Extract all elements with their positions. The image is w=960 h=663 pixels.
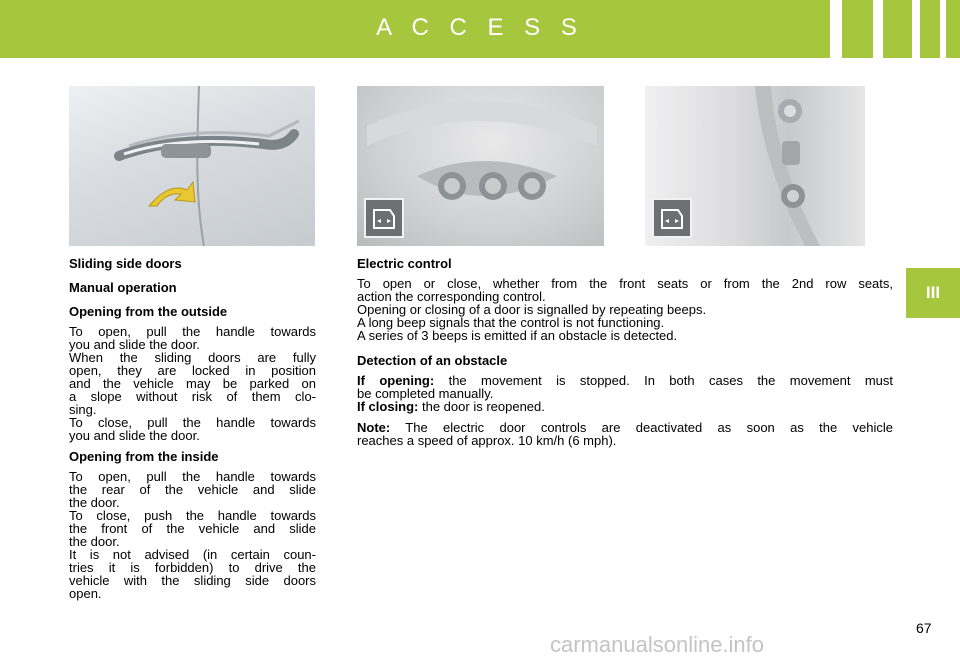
note-label: Note: — [357, 420, 391, 435]
right-column — [357, 257, 893, 455]
sliding-door-icon — [652, 198, 692, 238]
inside-paragraph — [69, 470, 316, 600]
text-line — [357, 400, 893, 413]
rear-control-photo — [645, 86, 865, 246]
text-line: reaches a speed of approx. 10 km/h (6 mph). — [357, 433, 617, 448]
text-line: To open or close, whether from the front seats or from the 2nd row seats, — [357, 276, 893, 291]
header-stripe — [873, 0, 883, 58]
page-number: 67 — [916, 620, 932, 636]
header-stripe — [912, 0, 920, 58]
left-column — [69, 257, 316, 608]
text-line: A long beep signals that the control is not functioning. — [357, 315, 665, 330]
text-line: vehicle with the sliding side doors — [69, 573, 316, 588]
text-line: the door. — [69, 495, 120, 510]
section-subtitle: Manual operation — [69, 280, 177, 295]
chapter-tab: III — [906, 268, 960, 318]
text-line: tries it is forbidden) to drive the — [69, 560, 316, 575]
text-line: a slope without risk of them clo- — [69, 389, 316, 404]
section-title: Sliding side doors — [69, 256, 182, 271]
header-stripe — [830, 0, 842, 58]
electric-heading: Electric control — [357, 256, 452, 271]
page-title: A C C E S S — [376, 14, 584, 41]
obstacle-heading: Detection of an obstacle — [357, 353, 508, 368]
text-line: you and slide the door. — [69, 337, 200, 352]
opening-label: If opening: — [357, 373, 435, 388]
opening-paragraph — [357, 374, 893, 413]
text-line: and the vehicle may be parked on — [69, 376, 316, 391]
front-controls-photo — [357, 86, 604, 246]
text-line: A series of 3 beeps is emitted if an obstacle is detected. — [357, 328, 678, 343]
text-line: To close, push the handle towards — [69, 508, 316, 523]
text-line: Opening or closing of a door is signalled by repeating beeps. — [357, 302, 707, 317]
text-line: open, they are locked in position — [69, 363, 316, 378]
outside-paragraph — [69, 325, 316, 442]
text-line: be completed manually. — [357, 386, 494, 401]
text-line: To open, pull the handle towards — [69, 324, 316, 339]
text-line: It is not advised (in certain coun- — [69, 547, 316, 562]
text-line: When the sliding doors are fully — [69, 350, 316, 365]
text-line: the front of the vehicle and slide — [69, 521, 316, 536]
text-line: open. — [69, 586, 102, 601]
header-bar — [0, 0, 960, 58]
text-line: the rear of the vehicle and slide — [69, 482, 316, 497]
closing-text: the door is reopened. — [418, 399, 545, 414]
text-line: action the corresponding control. — [357, 289, 546, 304]
text-line: sing. — [69, 402, 97, 417]
text-line: the door. — [69, 534, 120, 549]
outside-heading: Opening from the outside — [69, 304, 228, 319]
text-line: To close, pull the handle towards — [69, 415, 316, 430]
note-paragraph — [357, 421, 893, 447]
header-stripe — [940, 0, 946, 58]
door-handle-photo — [69, 86, 315, 246]
sliding-door-icon — [364, 198, 404, 238]
opening-text: the movement is stopped. In both cases the movement must — [434, 373, 893, 388]
watermark-logo: carmanualsonline.info — [550, 632, 765, 657]
text-line: To open, pull the handle towards — [69, 469, 316, 484]
note-text: The electric door controls are deactivated as soon as the vehicle — [390, 420, 893, 435]
inside-heading: Opening from the inside — [69, 449, 219, 464]
text-line: you and slide the door. — [69, 428, 200, 443]
door-handle-illustration — [69, 86, 315, 246]
closing-label: If closing: — [357, 399, 419, 414]
electric-paragraph — [357, 277, 893, 342]
